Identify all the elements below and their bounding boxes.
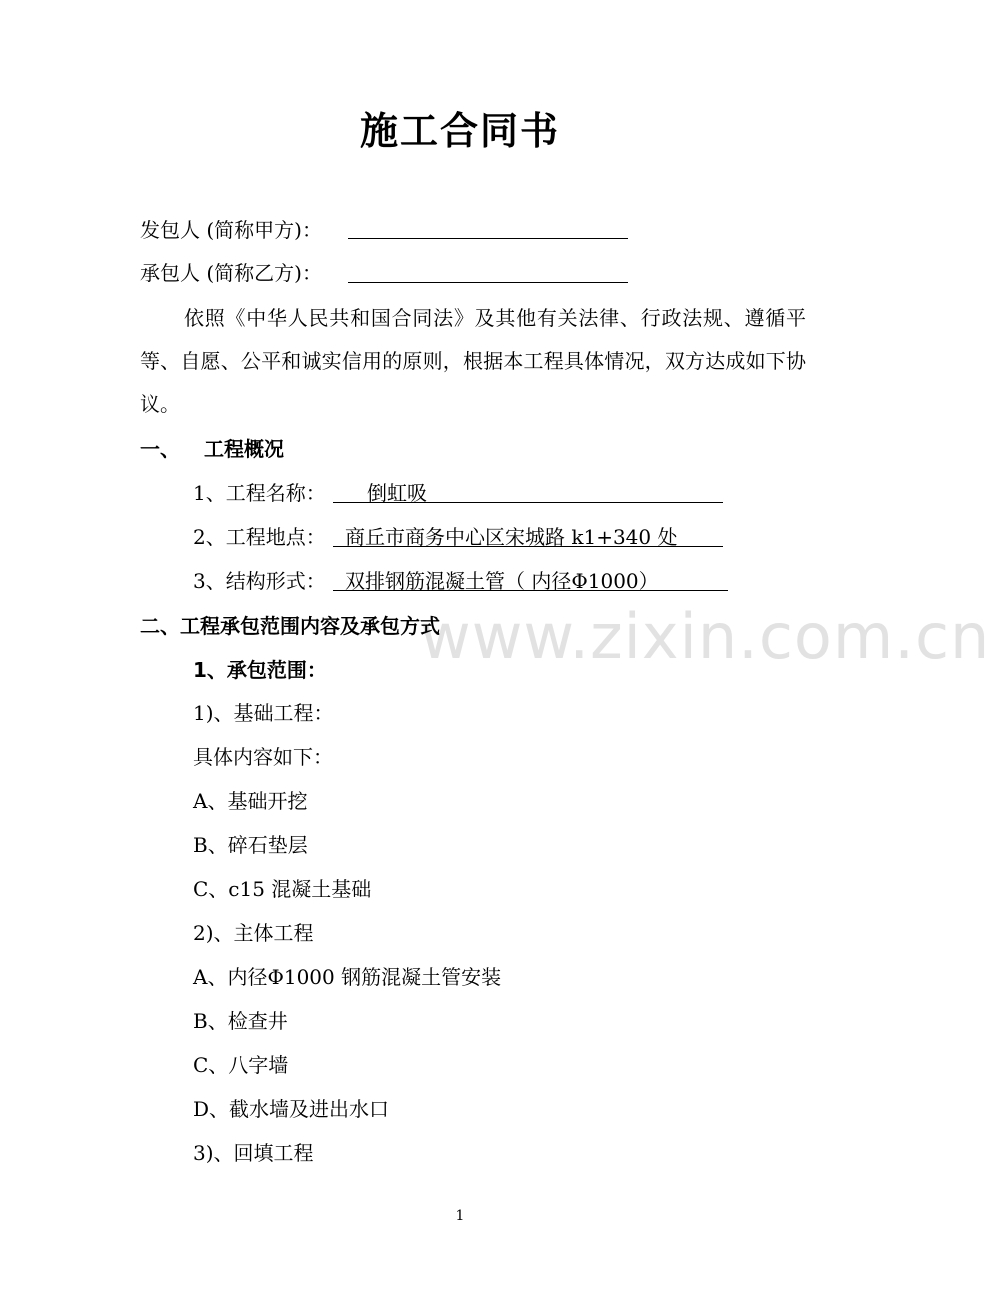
scope-line: C、八字墙 [193, 1053, 289, 1077]
structure-type-value: 双排钢筋混凝土管（ 内径Φ1000） [345, 569, 659, 593]
scope-line: B、检查井 [193, 1009, 288, 1033]
project-location-label: 2、工程地点： [193, 525, 326, 549]
scope-line: D、截水墙及进出水口 [193, 1097, 390, 1121]
watermark: www.zixin.com.cn [420, 600, 990, 673]
page-number: 1 [455, 1208, 465, 1224]
project-name-value: 倒虹吸 [367, 481, 427, 505]
scope-line: 3)、回填工程 [193, 1141, 314, 1165]
party-b-label: 承包人 (简称乙方)： [140, 261, 322, 285]
scope-line: 2)、主体工程 [193, 921, 314, 945]
party-b-blank [348, 282, 628, 283]
section2-title: 二、工程承包范围内容及承包方式 [140, 614, 440, 638]
intro-paragraph: 依照《中华人民共和国合同法》及其他有关法律、行政法规、遵循平等、自愿、公平和诚实信用的原则，根据本工程具体情况，双方达成如下协议。 [140, 306, 806, 416]
party-a-label: 发包人 (简称甲方)： [140, 218, 322, 242]
project-name-label: 1、工程名称： [193, 481, 326, 505]
section1-number: 一、 [140, 437, 180, 461]
structure-type-label: 3、结构形式： [193, 569, 326, 593]
scope-line: A、基础开挖 [193, 789, 308, 813]
scope-line: C、c15 混凝土基础 [193, 877, 372, 901]
scope-line: 具体内容如下： [193, 745, 333, 769]
scope-heading: 1、承包范围： [193, 658, 327, 682]
scope-line: 1)、基础工程： [193, 701, 334, 725]
party-a-blank [348, 238, 628, 239]
scope-line: B、碎石垫层 [193, 833, 308, 857]
section1-title: 工程概况 [204, 437, 284, 461]
scope-line: A、内径Φ1000 钢筋混凝土管安装 [193, 965, 502, 989]
document-title: 施工合同书 [359, 109, 560, 153]
project-location-value: 商丘市商务中心区宋城路 k1+340 处 [345, 525, 678, 549]
